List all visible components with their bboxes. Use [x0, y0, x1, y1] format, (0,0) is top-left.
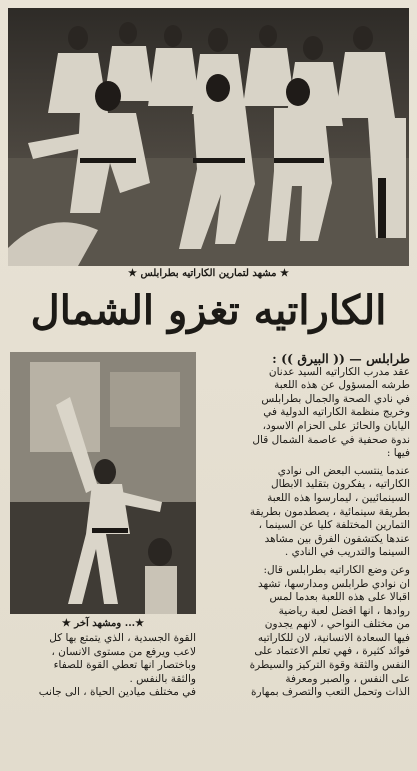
text-line: عقد مدرب الكاراتيه السيد عدنان	[268, 365, 410, 378]
text-line: السينما والتدريب في النادي .	[284, 546, 410, 559]
headline: الكاراتيه تغزو الشمال	[30, 287, 387, 334]
text-line: النفس والثقة وقوة التركيز والسيطرة	[249, 659, 410, 672]
text-line: روادها ، انها افضل لعبة رياضية	[278, 604, 410, 617]
text-line: على النفس ، والصبر ومعرفة	[285, 672, 410, 685]
top-photo-caption: ★ مشهد لتمارين الكاراتيه بطرابلس ★	[128, 268, 289, 279]
text-line: وعن وضع الكاراتيه بطرابلس قال:	[263, 563, 410, 576]
text-line: السينمائيين ، ليمارسوا هذه اللعبة	[267, 491, 410, 504]
text-line: في نادي الصحة والجمال بطرابلس	[261, 392, 410, 405]
text-line: القوة الجسدية ، الذي يتمتع بها كل	[49, 632, 196, 644]
side-photo-caption: ★... ومشهد آخر ★	[61, 618, 145, 629]
text-line: وخريج منظمة الكاراتيه الدولية في	[263, 406, 410, 419]
text-line: من مختلف النواحي ، لانهم يجدون	[264, 618, 410, 631]
text-line: اقبالا على هذه اللعبة بعدما لمس	[269, 591, 410, 604]
text-line: وباختصار انها تعطي القوة للصفاء	[53, 659, 196, 672]
karate-kick-photo	[10, 352, 196, 614]
text-line: بطريقة سينمائية ، يصطدمون بطريقة	[249, 505, 410, 518]
paragraph-1	[204, 366, 410, 461]
text-line: فيها :	[386, 447, 410, 460]
text-line: الذات وتحمل التعب والتصرف بمهارة	[251, 686, 410, 699]
article-left-column	[10, 632, 196, 700]
text-line: والثقة بالنفس .	[129, 672, 196, 685]
dateline: طرابلس — (( البيرق )) :	[272, 352, 410, 366]
karate-training-photo	[8, 8, 409, 266]
paragraph-2	[204, 465, 410, 560]
text-line: ان نوادي طرابلس ومدارسها، تشهد	[257, 577, 410, 590]
text-line: لاعب ويرفع من مستوى الانسان ،	[51, 645, 196, 658]
text-line: اليابان والحائز على الحزام الاسود،	[262, 419, 410, 432]
text-line: التمارين المختلفة كليا عن السينما ،	[258, 519, 410, 532]
text-line: فيها السعادة الانسانية، لان للكاراتيه	[257, 631, 410, 644]
text-line: عندما ينتسب البعض الى نوادي	[277, 464, 410, 477]
paragraph-3	[204, 564, 410, 700]
text-line: في مختلف ميادين الحياة ، الى جانب	[38, 686, 196, 699]
text-line: طرشه المسؤول عن هذه اللعبة	[274, 379, 410, 392]
article-right-column	[204, 352, 410, 700]
text-line: الكاراتيه ، يفكرون بتقليد الابطال	[271, 478, 410, 491]
text-line: ندوة صحفية في عاصمة الشمال قال	[252, 433, 410, 446]
text-line: فوائد كثيرة ، فهي تعلم الاعتماد على	[254, 645, 410, 658]
text-line: عندها يكتشفون الفرق بين مشاهد	[264, 532, 410, 545]
